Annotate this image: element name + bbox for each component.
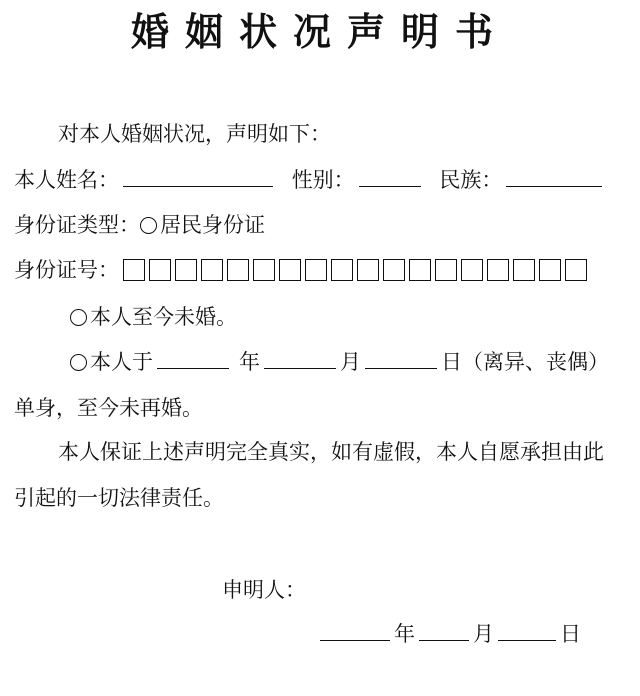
id-digit-box[interactable]	[383, 259, 405, 281]
divorce-month-label: 月	[340, 350, 361, 374]
sign-year-field[interactable]	[320, 620, 390, 641]
id-type-row	[14, 211, 265, 239]
id-number-label: 身份证号：	[14, 258, 119, 282]
divorced-option	[70, 348, 609, 376]
id-digit-box[interactable]	[279, 259, 301, 281]
divorce-note: （离异、丧偶）	[462, 350, 609, 374]
id-digit-box[interactable]	[461, 259, 483, 281]
id-digit-box[interactable]	[409, 259, 431, 281]
divorce-year-label: 年	[239, 350, 260, 374]
divorce-month-field[interactable]	[264, 348, 336, 369]
id-digit-box[interactable]	[227, 259, 249, 281]
divorce-day-label: 日	[441, 350, 462, 374]
id-digit-box[interactable]	[357, 259, 379, 281]
id-digit-box[interactable]	[253, 259, 275, 281]
divorced-prefix: 本人于	[90, 350, 153, 374]
name-label: 本人姓名：	[14, 168, 119, 192]
id-digit-box[interactable]	[175, 259, 197, 281]
id-digit-box[interactable]	[149, 259, 171, 281]
guarantee-text-2: 引起的一切法律责任。	[14, 486, 224, 510]
id-type-label: 身份证类型：	[14, 213, 140, 237]
unmarried-text: 本人至今未婚。	[90, 305, 237, 329]
declarant-label: 申明人：	[222, 578, 306, 602]
gender-label: 性别：	[291, 168, 355, 192]
id-number-boxes[interactable]	[123, 259, 587, 281]
signature-date-row	[320, 620, 581, 648]
divorce-year-field[interactable]	[157, 348, 229, 369]
intro-text: 对本人婚姻状况，声明如下：	[58, 122, 331, 146]
unmarried-option	[70, 303, 237, 331]
unmarried-radio[interactable]	[70, 309, 87, 326]
id-digit-box[interactable]	[539, 259, 561, 281]
sign-month-field[interactable]	[419, 620, 469, 641]
ethnicity-label: 民族：	[439, 168, 503, 192]
id-number-row	[14, 256, 587, 284]
id-digit-box[interactable]	[435, 259, 457, 281]
id-digit-box[interactable]	[201, 259, 223, 281]
personal-info-row	[14, 166, 606, 194]
id-digit-box[interactable]	[305, 259, 327, 281]
document-title: 婚姻状况声明书	[130, 10, 509, 54]
id-digit-box[interactable]	[123, 259, 145, 281]
id-digit-box[interactable]	[565, 259, 587, 281]
sign-year-label: 年	[394, 622, 415, 646]
divorced-radio[interactable]	[70, 354, 87, 371]
sign-month-label: 月	[473, 622, 494, 646]
ethnicity-field[interactable]	[506, 166, 602, 187]
id-digit-box[interactable]	[331, 259, 353, 281]
id-type-option: 居民身份证	[160, 213, 265, 237]
sign-day-label: 日	[560, 622, 581, 646]
name-field[interactable]	[123, 166, 273, 187]
gender-field[interactable]	[359, 166, 421, 187]
guarantee-text-1: 本人保证上述声明完全真实，如有虚假，本人自愿承担由此	[58, 440, 604, 464]
id-type-radio[interactable]	[140, 217, 157, 234]
id-digit-box[interactable]	[513, 259, 535, 281]
divorced-continuation: 单身，至今未再婚。	[14, 396, 203, 420]
id-digit-box[interactable]	[487, 259, 509, 281]
divorce-day-field[interactable]	[365, 348, 437, 369]
sign-day-field[interactable]	[498, 620, 556, 641]
